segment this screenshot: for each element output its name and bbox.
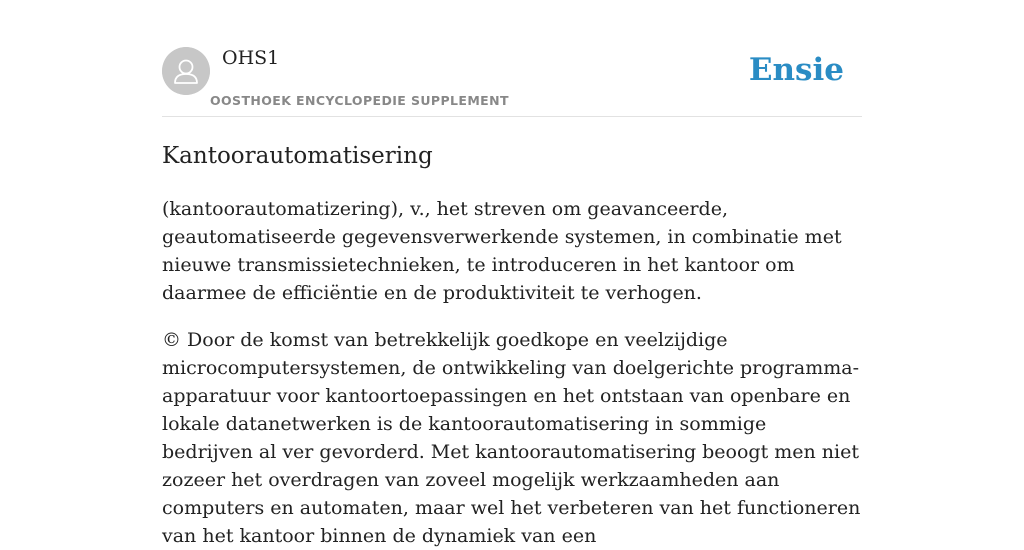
avatar[interactable] — [162, 47, 210, 95]
brand-logo[interactable]: Ensie — [748, 52, 844, 88]
article-paragraph: © Door de komst van betrekkelijk goedkope en veelzijdige microcomputersystemen, de ontwikkeling van doelgerichte programma-apparatuur voor kantoortoepassingen en het ontstaan van openbare en lokale datanetwerken is de kantoorautomatisering in sommige bedrijven al ver gevorderd. Met kantoorautomatisering beoogt men niet zozeer het overdragen van zoveel mogelijk werkzaamheden aan computers en automaten, maar wel het verbeteren van het functioneren van het kantoor binnen de dynamiek van een — [162, 329, 861, 547]
page-container — [162, 0, 862, 550]
article-paragraph: (kantoorautomatizering), v., het streven om geavanceerde, geautomatiseerde gegevensverwerkende systemen, in combinatie met nieuwe transmissietechnieken, te introduceren in het kantoor om daarmee de efficiëntie en de produktiviteit te verhogen. — [162, 198, 842, 304]
author-name[interactable]: OHS1 — [222, 47, 280, 69]
page-header — [162, 0, 862, 117]
user-silhouette-icon — [162, 47, 210, 95]
source-label[interactable]: OOSTHOEK ENCYCLOPEDIE SUPPLEMENT — [210, 93, 509, 108]
article-title: Kantoorautomatisering — [162, 143, 433, 169]
